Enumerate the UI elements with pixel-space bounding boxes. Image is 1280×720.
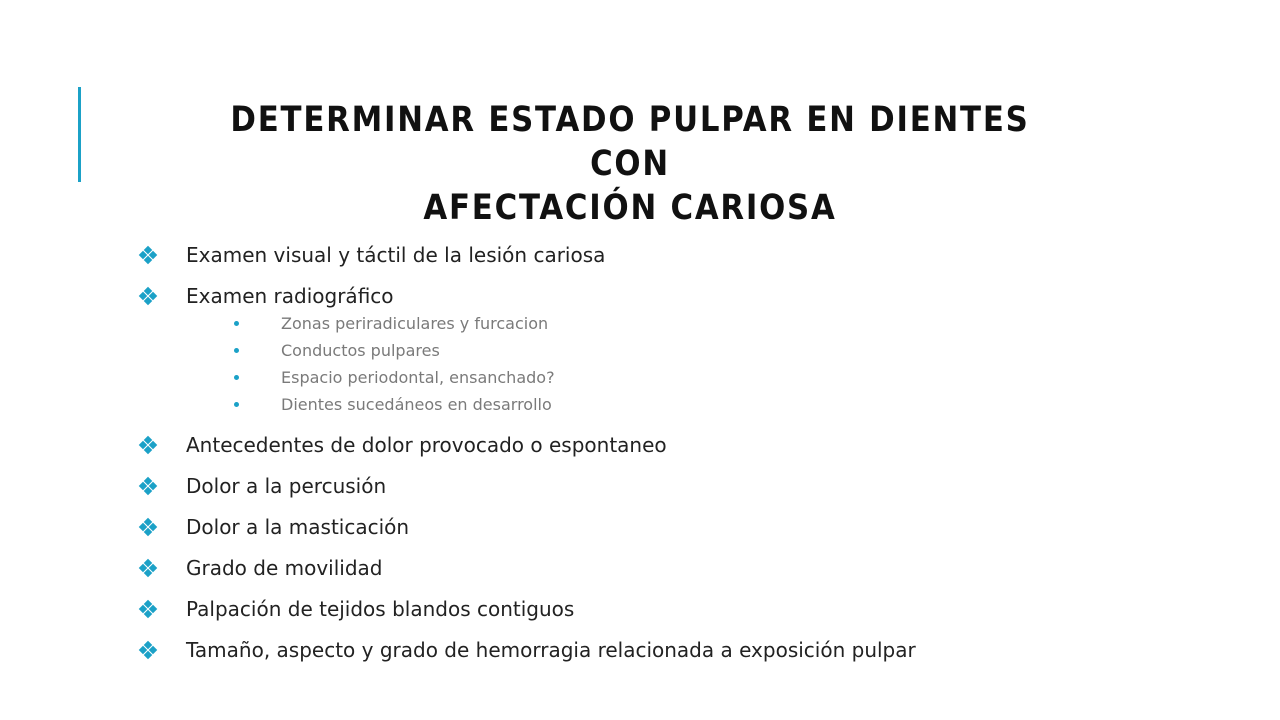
list-item <box>140 512 409 542</box>
sub-list-item <box>234 393 552 415</box>
list-item-label: Examen visual y táctil de la lesión cariosa <box>186 243 606 267</box>
list-item <box>140 553 383 583</box>
four-diamond-bullet-icon <box>140 478 156 494</box>
sub-list-item-label: Zonas periradiculares y furcacion <box>281 313 549 333</box>
list-item-label: Dolor a la percusión <box>186 474 387 498</box>
list-item <box>140 240 605 270</box>
list-item-label: Dolor a la masticación <box>186 515 410 539</box>
list-item-label: Grado de movilidad <box>186 556 383 580</box>
four-diamond-bullet-icon <box>140 519 156 535</box>
sub-list-item <box>234 366 555 388</box>
sub-list-item-label: Espacio periodontal, ensanchado? <box>281 367 555 387</box>
dot-bullet-icon <box>234 321 239 326</box>
sub-list-item <box>234 312 548 334</box>
dot-bullet-icon <box>234 375 239 380</box>
list-item-label: Palpación de tejidos blandos contiguos <box>186 597 575 621</box>
slide-title-line-2: AFECTACIÓN CARIOSA <box>423 188 837 228</box>
list-item <box>140 635 916 665</box>
list-item <box>140 471 386 501</box>
four-diamond-bullet-icon <box>140 247 156 263</box>
dot-bullet-icon <box>234 348 239 353</box>
four-diamond-bullet-icon <box>140 642 156 658</box>
four-diamond-bullet-icon <box>140 601 156 617</box>
list-item <box>140 594 574 624</box>
four-diamond-bullet-icon <box>140 288 156 304</box>
four-diamond-bullet-icon <box>140 560 156 576</box>
four-diamond-bullet-icon <box>140 437 156 453</box>
sub-list-item <box>234 339 440 361</box>
list-item <box>140 430 667 460</box>
sub-list-item-label: Conductos pulpares <box>281 340 440 360</box>
dot-bullet-icon <box>234 402 239 407</box>
list-item-label: Examen radiográfico <box>186 284 394 308</box>
list-item <box>140 281 394 311</box>
slide-title-line-1: DETERMINAR ESTADO PULPAR EN DIENTES CON <box>230 100 1030 184</box>
sub-list-item-label: Dientes sucedáneos en desarrollo <box>281 394 552 414</box>
list-item-label: Tamaño, aspecto y grado de hemorragia relacionada a exposición pulpar <box>186 638 916 662</box>
list-item-label: Antecedentes de dolor provocado o espontaneo <box>186 433 667 457</box>
